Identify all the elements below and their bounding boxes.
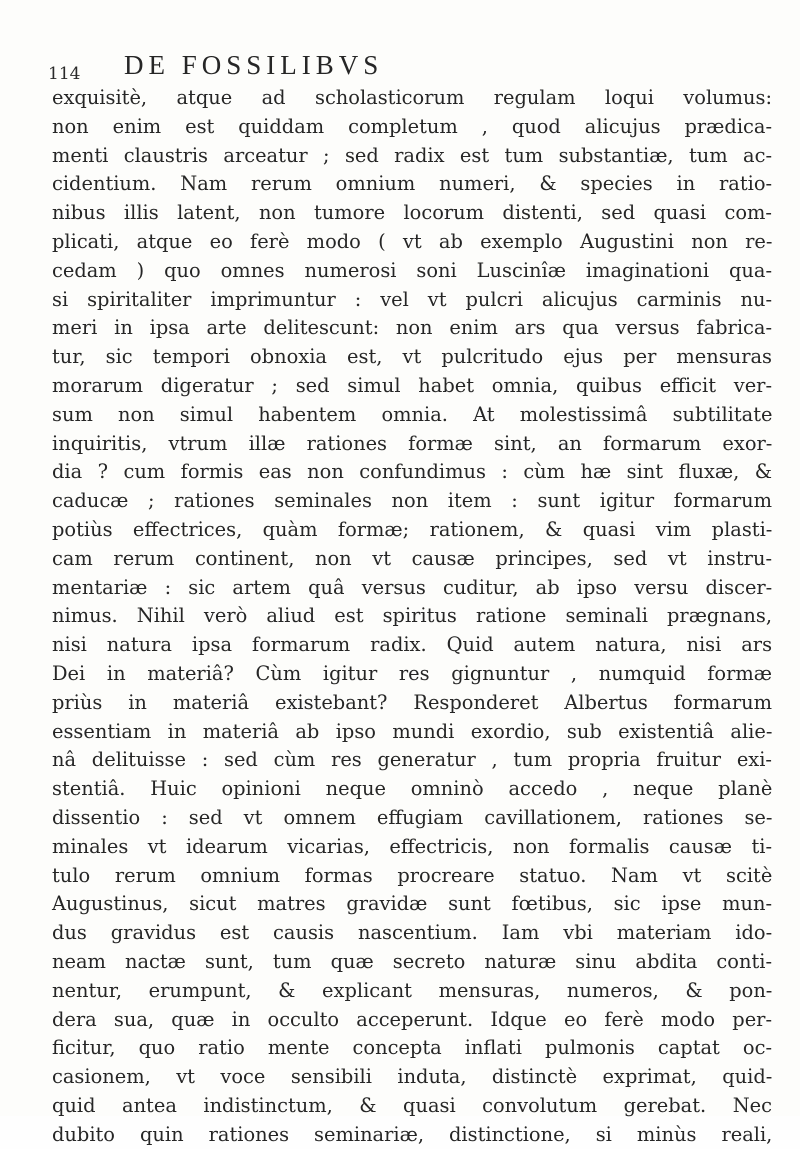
text-line: quid antea indistinctum, & quasi convolutum gerebat. Nec [52, 1093, 772, 1117]
text-line: Dei in materiâ? Cùm igitur res gignuntur , numquid formæ [52, 661, 772, 685]
text-line: dera sua, quæ in occulto acceperunt. Idque eo ferè modo per- [52, 1007, 772, 1031]
text-line: dissentio : sed vt omnem effugiam cavillationem, rationes se- [52, 805, 773, 829]
text-line: essentiam in materiâ ab ipso mundi exordio, sub existentiâ alie- [52, 719, 773, 743]
text-line: dia ? cum formis eas non confundimus : cùm hæ sint fluxæ, & [52, 460, 772, 484]
text-line: si spiritaliter imprimuntur : vel vt pulcri alicujus carminis nu- [52, 287, 772, 311]
text-line: meri in ipsa arte delitescunt: non enim ars qua versus fabrica- [52, 316, 772, 340]
text-line: sum non simul habentem omnia. At molestissimâ subtilitate [52, 402, 773, 426]
text-line: menti claustris arceatur ; sed radix est tum substantiæ, tum ac- [52, 143, 772, 167]
text-line: plicati, atque eo ferè modo ( vt ab exemplo Augustini non re- [52, 229, 773, 253]
text-line: priùs in materiâ existebant? Responderet Albertus formarum [52, 690, 772, 714]
text-line: non enim est quiddam completum , quod alicujus prædica- [52, 114, 772, 138]
text-line: nentur, erumpunt, & explicant mensuras, numeros, & pon- [52, 978, 773, 1002]
text-line: nâ delituisse : sed cùm res generatur , tum propria fruitur exi- [52, 748, 772, 772]
text-line: nisi natura ipsa formarum radix. Quid autem natura, nisi ars [52, 633, 773, 657]
text-line: Augustinus, sicut matres gravidæ sunt fœtibus, sic ipse mun- [52, 892, 772, 916]
text-line: cedam ) quo omnes numerosi soni Luscinîæ imaginationi qua- [52, 258, 772, 282]
text-line: dubito quin rationes seminariæ, distinctione, si minùs reali, [52, 1122, 773, 1146]
text-line: dus gravidus est causis nascentium. Iam vbi materiam ido- [52, 921, 773, 945]
text-line: cidentium. Nam rerum omnium numeri, & species in ratio- [52, 172, 773, 196]
text-line: mentariæ : sic artem quâ versus cuditur, ab ipso versu discer- [52, 575, 773, 599]
text-line: tulo rerum omnium formas procreare statuo. Nam vt scitè [52, 863, 773, 887]
text-line: stentiâ. Huic opinioni neque omninò accedo , neque planè [52, 777, 773, 801]
text-line: neam nactæ sunt, tum quæ secreto naturæ sinu abdita conti- [52, 949, 772, 973]
text-line: inquiritis, vtrum illæ rationes formæ sint, an formarum exor- [52, 431, 773, 455]
text-line: caducæ ; rationes seminales non item : sunt igitur formarum [52, 489, 772, 513]
text-line: casionem, vt voce sensibili induta, distinctè exprimat, quid- [52, 1065, 773, 1089]
text-line: ficitur, quo ratio mente concepta inflati pulmonis captat oc- [52, 1036, 772, 1060]
text-line: morarum digeratur ; sed simul habet omnia, quibus efficit ver- [52, 373, 772, 397]
page-number: 114 [48, 64, 81, 84]
text-line: nimus. Nihil verò aliud est spiritus ratione seminali prægnans, [52, 604, 772, 628]
text-line: minales vt idearum vicarias, effectricis, non formalis causæ ti- [52, 834, 772, 858]
body-text [52, 84, 772, 1149]
text-line: tur, sic tempori obnoxia est, vt pulcritudo ejus per mensuras [52, 345, 772, 369]
text-line: cam rerum continent, non vt causæ principes, sed vt instru- [52, 546, 772, 570]
running-head: DE FOSSILIBVS [124, 50, 384, 80]
text-line: exquisitè, atque ad scholasticorum regulam loqui volumus: [52, 86, 772, 109]
text-line: potiùs effectrices, quàm formæ; rationem, & quasi vim plasti- [52, 517, 773, 541]
text-line: nibus illis latent, non tumore locorum distenti, sed quasi com- [52, 201, 772, 225]
